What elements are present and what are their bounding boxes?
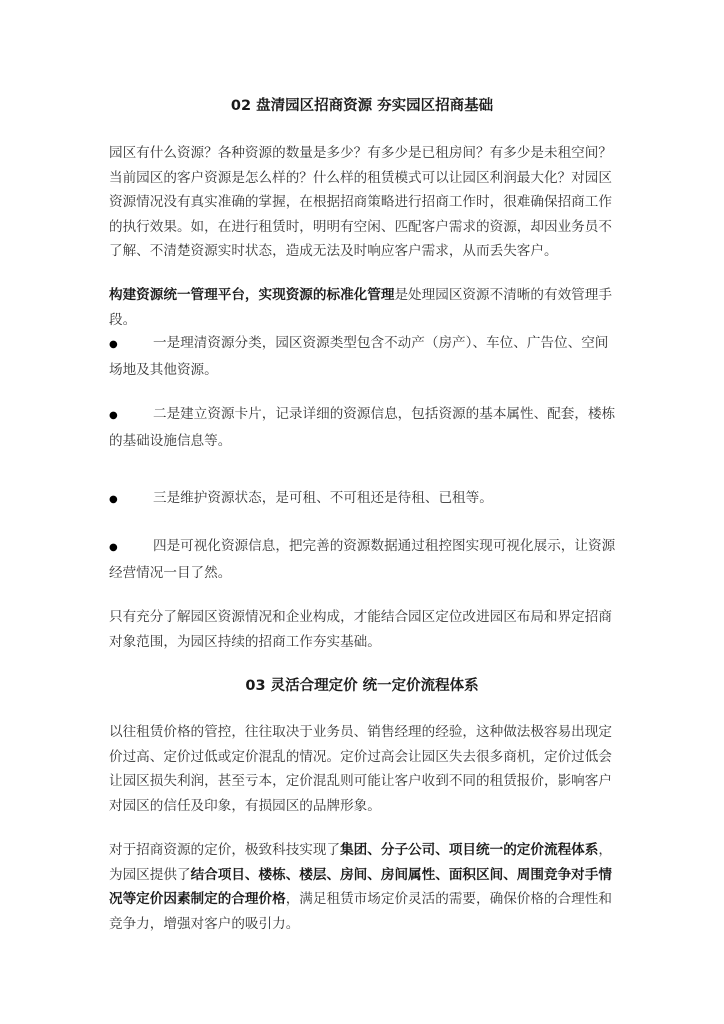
bullet-item-2 <box>109 402 619 453</box>
platform-rest-text: 是处理园区资源不清晰的有效管理手段。 <box>109 287 612 328</box>
bullet-dot-icon: ● <box>109 410 118 421</box>
section-heading-pricing: 03 灵活合理定价 统一定价流程体系 <box>245 678 479 694</box>
bullet-item-3 <box>109 486 619 513</box>
bullet-text-4: 四是可视化资源信息，把完善的资源数据通过租控图实现可视化展示，让资源经营情况一目了然。 <box>109 538 616 581</box>
pricing-intro-paragraph: 以往租赁价格的管控，往往取决于业务员、销售经理的经验，这种做法极容易出现定价过高、定价过低或定价混乱的情况。定价过高会让园区失去很多商机，定价过低会让园区损失利润，甚至亏本，定价混乱则可能让客户收到不同的租赁报价，影响客户对园区的信任及印象，有损园区的品牌形象。 <box>109 724 612 814</box>
bullet-item-1 <box>109 331 619 382</box>
bullet-dot-icon: ● <box>109 339 118 350</box>
resources-conclusion-paragraph: 只有充分了解园区资源情况和企业构成，才能结合园区定位改进园区布局和界定招商对象范围，为园区持续的招商工作夯实基础。 <box>109 609 612 650</box>
bullet-text-1: 一是理清资源分类，园区资源类型包含不动产（房产）、车位、广告位、空间场地及其他资源。 <box>109 335 609 378</box>
bullet-text-2: 二是建立资源卡片，记录详细的资源信息，包括资源的基本属性、配套，楼栋的基础设施信息等。 <box>109 406 616 449</box>
bullet-dot-icon: ● <box>109 542 118 553</box>
pricing-text-1: 对于招商资源的定价，极致科技实现了 <box>109 842 341 858</box>
resources-intro-paragraph: 园区有什么资源？各种资源的数量是多少？有多少是已租房间？有多少是未租空间？当前园区的客户资源是怎么样的？什么样的租赁模式可以让园区利润最大化？对园区资源情况没有真实准确的掌握，在根据招商策略进行招商工作时，很难确保招商工作的执行效果。如，在进行租赁时，明明有空闲、匹配客户需求的资源，却因业务员不了解、不清楚资源实时状态，造成无法及时响应客户需求，从而丢失客户。 <box>109 145 612 259</box>
pricing-text-2: ，为园区提供了 <box>109 842 612 883</box>
pricing-system-paragraph <box>109 838 619 936</box>
platform-bold-text: 构建资源统一管理平台，实现资源的标准化管理 <box>109 287 395 303</box>
bullet-item-4 <box>109 534 619 585</box>
platform-paragraph <box>109 283 619 332</box>
pricing-bold-2: 结合项目、楼栋、楼层、房间、房间属性、面积区间、周围竞争对手情况等定价因素制定的合理价格 <box>109 866 612 907</box>
section-heading-resources: 02 盘清园区招商资源 夯实园区招商基础 <box>230 98 494 114</box>
bullet-dot-icon: ● <box>109 494 118 505</box>
bullet-text-3: 三是维护资源状态，是可租、不可租还是待租、已租等。 <box>153 490 493 506</box>
pricing-text-3: ，满足租赁市场定价灵活的需要，确保价格的合理性和竞争力，增强对客户的吸引力。 <box>109 891 612 932</box>
pricing-bold-1: 集团、分子公司、项目统一的定价流程体系 <box>340 842 599 858</box>
